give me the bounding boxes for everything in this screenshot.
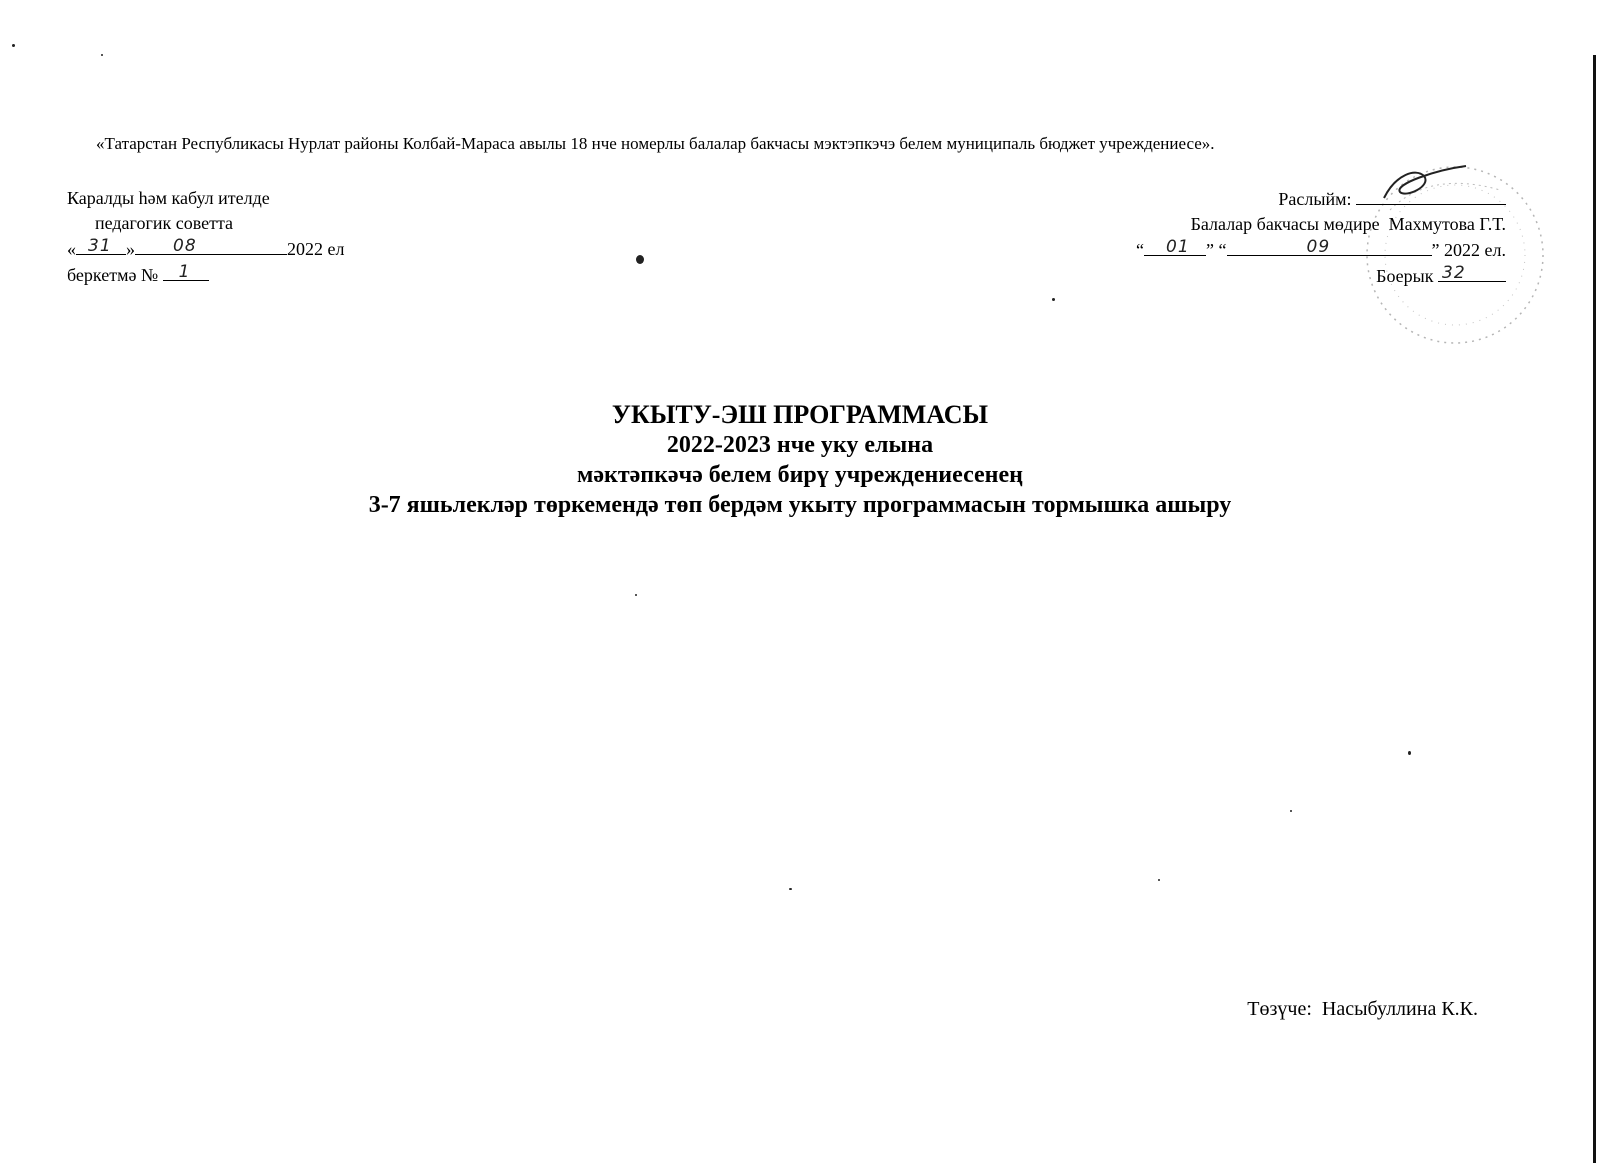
protocol-number-field (163, 262, 209, 281)
mid-quote: ” “ (1206, 240, 1227, 260)
approve-label: Раслыйм: (1278, 189, 1352, 209)
head-line (1136, 212, 1506, 237)
scan-speck (635, 594, 637, 596)
compiler-name: Насыбуллина К.К. (1321, 998, 1478, 1020)
close-quote: » (126, 239, 135, 259)
scan-speck (101, 54, 103, 56)
document-title: УКЫТУ-ЭШ ПРОГРАММАСЫ (611, 400, 989, 429)
approval-right-date-line (1136, 237, 1506, 263)
document-subtitle-1: мәктәпкәчә белем бирү учреждениесенең (577, 462, 1023, 488)
year-suffix: 2022 ел (287, 239, 345, 259)
scan-speck (1158, 879, 1160, 881)
scan-speck (1052, 298, 1055, 301)
scan-speck (12, 44, 15, 47)
year-suffix: 2022 ел. (1444, 240, 1506, 260)
protocol-label: беркетмә № (67, 265, 159, 285)
order-line (1136, 263, 1506, 289)
approval-left-block (67, 186, 344, 288)
compiler-label: Төзүче: (1247, 998, 1312, 1020)
scan-page-edge (1593, 55, 1596, 1163)
close-quote: ” (1431, 240, 1440, 260)
approve-line (1136, 186, 1506, 212)
document-year: 2022-2023 нче уку елына (666, 432, 934, 458)
signature-scribble (1376, 164, 1486, 204)
scan-speck (1290, 810, 1292, 812)
day-handwritten: 01 (1166, 237, 1190, 257)
month-field (1227, 237, 1432, 256)
open-quote: « (67, 239, 76, 259)
approval-right-block (1136, 186, 1506, 289)
approval-left-line2: педагогик советта (95, 213, 234, 233)
signature-field (1356, 186, 1506, 205)
head-title: Балалар бакчасы мөдире (1190, 214, 1380, 234)
protocol-number-handwritten: 1 (178, 262, 191, 282)
day-field (1144, 237, 1206, 256)
head-name: Махмутова Г.Т. (1388, 214, 1506, 234)
scan-speck (636, 255, 644, 264)
protocol-line (67, 262, 344, 288)
month-handwritten: 08 (173, 236, 197, 256)
month-handwritten: 09 (1306, 237, 1331, 257)
approval-left-date-line (67, 236, 344, 262)
month-field (135, 236, 287, 255)
approval-left-line1: Каралды һәм кабул ителде (67, 188, 270, 208)
day-handwritten: 31 (88, 236, 112, 256)
order-number-handwritten: 32 (1442, 263, 1466, 283)
scan-speck (789, 888, 792, 890)
order-number-field (1438, 263, 1506, 282)
document-title-block (0, 400, 1600, 520)
day-field (76, 236, 126, 255)
scan-speck (1408, 751, 1411, 755)
open-quote: “ (1136, 240, 1145, 260)
institution-header: «Татарстан Республикасы Нурлат районы Колбай-Мараса авылы 18 нче номерлы балалар бакчасы мэктэпкэчэ белем муниципаль бюджет учреждениесе». (96, 134, 1215, 153)
document-subtitle-2: 3-7 яшьлекләр төркемендә төп бердәм укыту программасын тормышка ашыру (368, 492, 1232, 518)
order-label: Боерык (1376, 266, 1434, 286)
compiler-line (1247, 998, 1478, 1021)
